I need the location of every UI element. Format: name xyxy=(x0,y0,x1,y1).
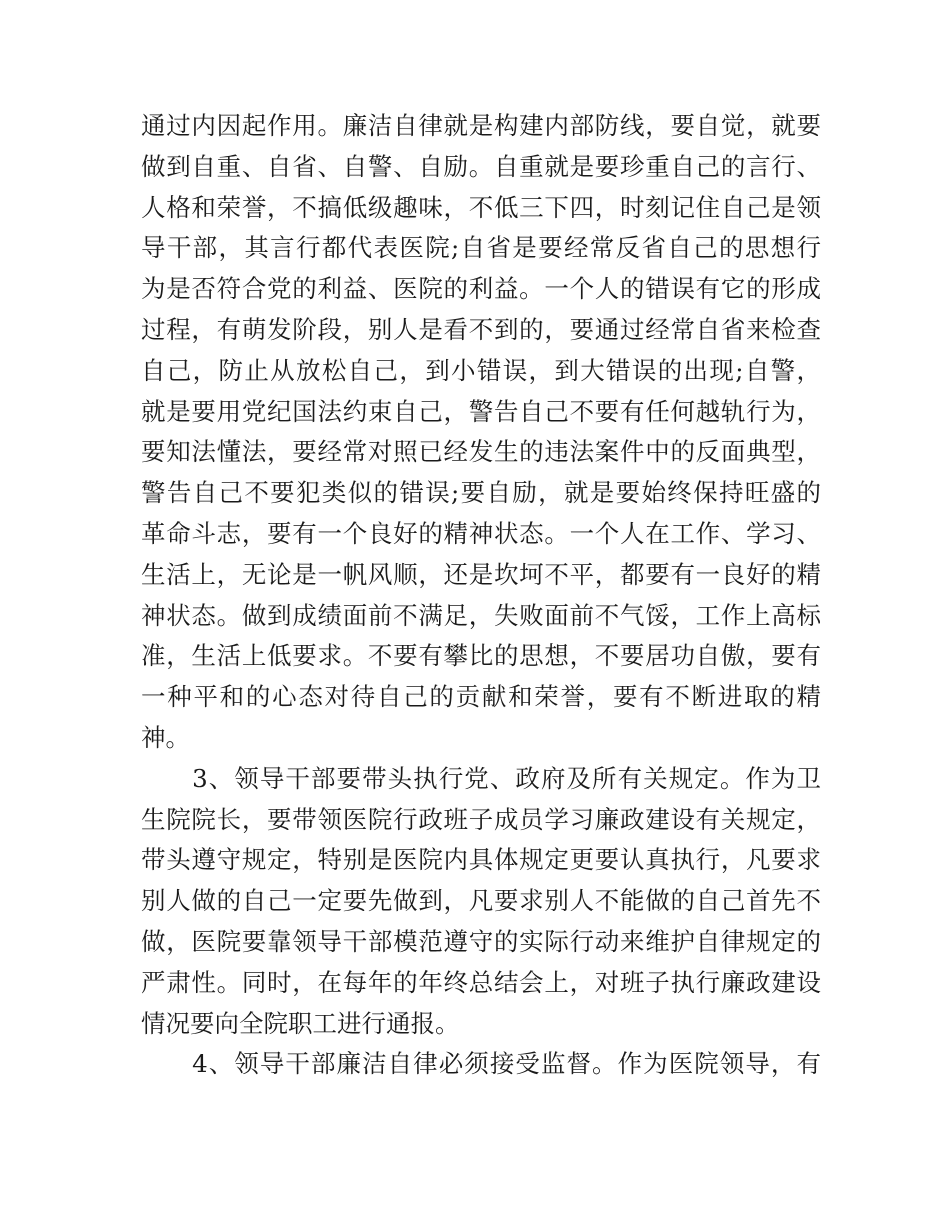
text-line: 生院院长，要带领医院行政班子成员学习廉政建设有关规定， xyxy=(141,804,821,834)
text-line: 准，生活上低要求。不要有攀比的思想，不要居功自傲，要有 xyxy=(141,641,821,671)
text-line: 生活上，无论是一帆风顺，还是坎坷不平，都要有一良好的精 xyxy=(141,559,821,589)
document-body xyxy=(141,106,821,1085)
text-line: 神。 xyxy=(141,722,190,752)
text-line: 要知法懂法，要经常对照已经发生的违法案件中的反面典型， xyxy=(141,437,821,467)
text-line: 自己，防止从放松自己，到小错误，到大错误的出现;自警， xyxy=(141,355,821,385)
text-line: 导干部，其言行都代表医院;自省是要经常反省自己的思想行 xyxy=(141,233,821,263)
text-line: 情况要向全院职工进行通报。 xyxy=(141,1008,460,1038)
text-line: 过程，有萌发阶段，别人是看不到的，要通过经常自省来检查 xyxy=(141,314,821,344)
text-line: 神状态。做到成绩面前不满足，失败面前不气馁，工作上高标 xyxy=(141,600,821,630)
text-line: 带头遵守规定，特别是医院内具体规定更要认真执行，凡要求 xyxy=(141,845,821,875)
text-line: 做到自重、自省、自警、自励。自重就是要珍重自己的言行、 xyxy=(141,151,821,181)
text-line: 严肃性。同时，在每年的年终总结会上，对班子执行廉政建设 xyxy=(141,967,821,997)
text-line: 就是要用党纪国法约束自己，警告自己不要有任何越轨行为， xyxy=(141,396,821,426)
text-line: 警告自己不要犯类似的错误;要自励，就是要始终保持旺盛的 xyxy=(141,478,821,508)
text-line: 做，医院要靠领导干部模范遵守的实际行动来维护自律规定的 xyxy=(141,926,821,956)
text-line: 通过内因起作用。廉洁自律就是构建内部防线，要自觉，就要 xyxy=(141,111,821,140)
text-line: 一种平和的心态对待自己的贡献和荣誉，要有不断进取的精 xyxy=(141,682,821,712)
text-line: 别人做的自己一定要先做到，凡要求别人不能做的自己首先不 xyxy=(141,886,821,916)
text-line: 革命斗志，要有一个良好的精神状态。一个人在工作、学习、 xyxy=(141,518,821,548)
text-line: 3、领导干部要带头执行党、政府及所有关规定。作为卫 xyxy=(141,763,821,793)
text-line: 4、领导干部廉洁自律必须接受监督。作为医院领导，有 xyxy=(141,1049,821,1079)
text-line: 为是否符合党的利益、医院的利益。一个人的错误有它的形成 xyxy=(141,274,821,304)
text-line: 人格和荣誉，不搞低级趣味，不低三下四，时刻记住自己是领 xyxy=(141,192,821,222)
